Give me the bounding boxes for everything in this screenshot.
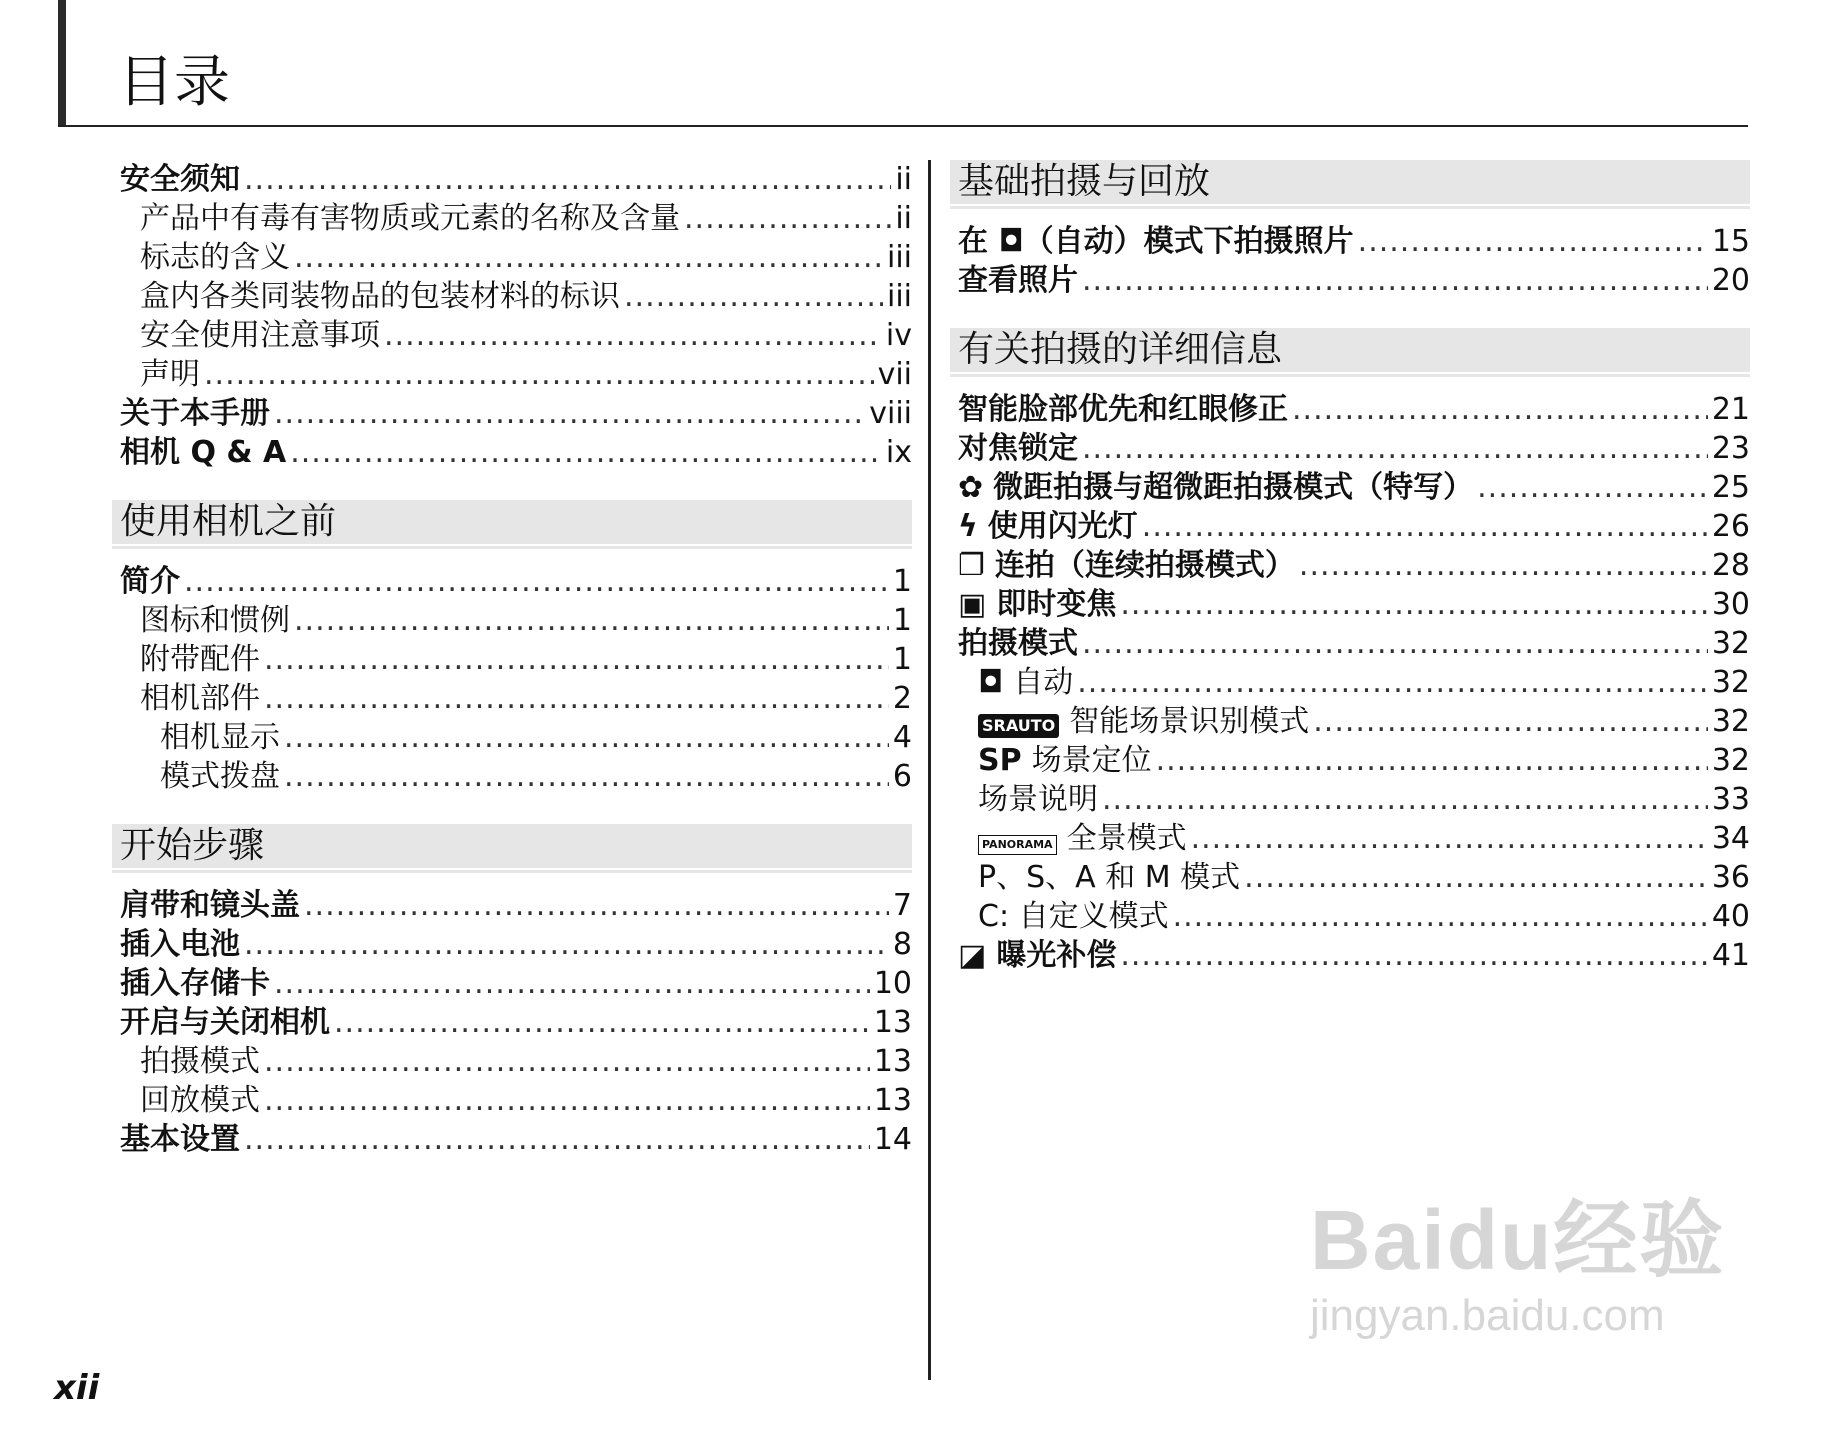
toc-entry-page: 34 bbox=[1711, 821, 1750, 856]
toc-entry-page: 13 bbox=[873, 1005, 912, 1040]
toc-entry-page: 36 bbox=[1711, 860, 1750, 895]
toc-entry-label: 声明 bbox=[140, 357, 200, 392]
toc-entry[interactable] bbox=[950, 390, 1750, 429]
toc-entry-page: 21 bbox=[1711, 392, 1750, 427]
toc-entry-page: 25 bbox=[1711, 470, 1750, 505]
toc-entry-page: 30 bbox=[1711, 587, 1750, 622]
toc-entry-page: 7 bbox=[892, 888, 912, 923]
toc-entry-label: 相机 Q & A bbox=[120, 435, 287, 470]
toc-entry[interactable] bbox=[112, 199, 912, 238]
toc-entry-label: 使用闪光灯 bbox=[987, 509, 1138, 544]
dot-leader bbox=[264, 1042, 870, 1081]
toc-entry-label: 图标和惯例 bbox=[140, 603, 290, 638]
dot-leader bbox=[294, 601, 889, 640]
mode-icon: ✿ bbox=[958, 470, 984, 505]
dot-leader bbox=[1292, 390, 1708, 429]
toc-entry[interactable] bbox=[112, 886, 912, 925]
toc-entry[interactable] bbox=[950, 741, 1750, 780]
toc-entry-label: 回放模式 bbox=[140, 1083, 260, 1118]
dot-leader bbox=[684, 199, 891, 238]
toc-entry-label: 模式拨盘 bbox=[160, 759, 280, 794]
toc-entry-label: 相机部件 bbox=[140, 681, 260, 716]
dot-leader bbox=[284, 718, 889, 757]
toc-entry[interactable] bbox=[950, 624, 1750, 663]
toc-right-column bbox=[950, 160, 1750, 975]
toc-entry[interactable] bbox=[112, 1120, 912, 1159]
dot-leader bbox=[1477, 468, 1708, 507]
toc-entry-page: ii bbox=[895, 201, 912, 236]
dot-leader bbox=[1102, 780, 1708, 819]
title-accent-bar bbox=[58, 0, 66, 127]
toc-entry-page: 10 bbox=[873, 966, 912, 1001]
toc-entry-label: 拍摄模式 bbox=[140, 1044, 260, 1079]
toc-entry-label: 场景说明 bbox=[978, 782, 1098, 817]
toc-entry-label: 场景定位 bbox=[1031, 743, 1152, 778]
dot-leader bbox=[1120, 936, 1707, 975]
toc-left-column bbox=[112, 160, 912, 1159]
dot-leader bbox=[184, 562, 889, 601]
section-heading-before-use: 使用相机之前 bbox=[112, 500, 912, 544]
toc-entry[interactable] bbox=[112, 718, 912, 757]
dot-leader bbox=[274, 394, 865, 433]
column-divider bbox=[928, 160, 931, 1380]
toc-entry-label: 查看照片 bbox=[958, 263, 1078, 298]
toc-entry-label: 连拍（连续拍摄模式） bbox=[994, 548, 1295, 583]
dot-leader bbox=[244, 160, 891, 199]
toc-entry-label: 在 ◘（自动）模式下拍摄照片 bbox=[958, 224, 1354, 259]
toc-entry-label: 插入存储卡 bbox=[120, 966, 270, 1001]
toc-entry[interactable] bbox=[950, 897, 1750, 936]
dot-leader bbox=[1082, 429, 1708, 468]
toc-entry[interactable] bbox=[950, 585, 1750, 624]
toc-entry-page: 20 bbox=[1711, 263, 1750, 298]
toc-entry-page: 1 bbox=[892, 564, 912, 599]
toc-entry-page: 23 bbox=[1711, 431, 1750, 466]
toc-entry[interactable] bbox=[112, 394, 912, 433]
section-heading-more-shooting: 有关拍摄的详细信息 bbox=[950, 328, 1750, 372]
watermark-url: jingyan.baidu.com bbox=[1310, 1291, 1665, 1340]
toc-entry-page: 6 bbox=[892, 759, 912, 794]
toc-entry-label: 安全使用注意事项 bbox=[140, 318, 380, 353]
dot-leader bbox=[274, 964, 870, 1003]
toc-entry[interactable] bbox=[950, 546, 1750, 585]
dot-leader bbox=[1082, 261, 1708, 300]
toc-entry-label: 简介 bbox=[120, 564, 180, 599]
toc-entry[interactable] bbox=[112, 757, 912, 796]
dot-leader bbox=[1077, 663, 1708, 702]
toc-entry[interactable] bbox=[112, 277, 912, 316]
baidu-watermark bbox=[1310, 1190, 1750, 1390]
toc-section-first-steps bbox=[112, 886, 912, 1159]
toc-entry[interactable] bbox=[950, 261, 1750, 300]
toc-entry-label: 肩带和镜头盖 bbox=[120, 888, 300, 923]
toc-section-before-use bbox=[112, 562, 912, 796]
toc-entry-page: iii bbox=[886, 279, 912, 314]
dot-leader bbox=[284, 757, 889, 796]
toc-entry-label: 附带配件 bbox=[140, 642, 260, 677]
toc-entry[interactable] bbox=[950, 702, 1750, 741]
section-heading-first-steps: 开始步骤 bbox=[112, 824, 912, 868]
toc-entry-page: 13 bbox=[873, 1044, 912, 1079]
toc-entry[interactable] bbox=[112, 160, 912, 199]
toc-entry[interactable] bbox=[950, 936, 1750, 975]
toc-entry-page: 32 bbox=[1711, 743, 1750, 778]
toc-entry[interactable] bbox=[112, 1042, 912, 1081]
toc-entry-label: 插入电池 bbox=[120, 927, 240, 962]
toc-entry[interactable] bbox=[950, 429, 1750, 468]
mode-icon: ❐ bbox=[958, 548, 985, 583]
dot-leader bbox=[304, 886, 889, 925]
toc-entry-label: 拍摄模式 bbox=[958, 626, 1078, 661]
dot-leader bbox=[1173, 897, 1708, 936]
toc-entry-label: 曝光补偿 bbox=[996, 938, 1117, 973]
toc-entry-page: 1 bbox=[892, 642, 912, 677]
toc-entry-page: iii bbox=[886, 240, 912, 275]
toc-entry[interactable] bbox=[112, 355, 912, 394]
title-rule bbox=[58, 125, 1748, 127]
toc-entry[interactable] bbox=[112, 640, 912, 679]
toc-entry[interactable] bbox=[950, 468, 1750, 507]
toc-entry-page: 4 bbox=[892, 720, 912, 755]
toc-entry-label: 微距拍摄与超微距拍摄模式（特写） bbox=[993, 470, 1474, 505]
toc-entry-label: 盒内各类同装物品的包装材料的标识 bbox=[140, 279, 620, 314]
dot-leader bbox=[1156, 741, 1708, 780]
toc-entry[interactable] bbox=[112, 679, 912, 718]
toc-entry-page: 33 bbox=[1711, 782, 1750, 817]
toc-entry[interactable] bbox=[950, 780, 1750, 819]
toc-entry-page: ii bbox=[895, 162, 912, 197]
toc-entry[interactable] bbox=[950, 663, 1750, 702]
toc-entry-label: 开启与关闭相机 bbox=[120, 1005, 330, 1040]
page-number: xii bbox=[54, 1368, 100, 1408]
toc-entry-page: 2 bbox=[892, 681, 912, 716]
dot-leader bbox=[1244, 858, 1708, 897]
dot-leader bbox=[1191, 819, 1708, 858]
toc-entry-page: 26 bbox=[1711, 509, 1750, 544]
dot-leader bbox=[290, 433, 882, 472]
dot-leader bbox=[1313, 702, 1708, 741]
toc-entry-page: 28 bbox=[1711, 548, 1750, 583]
toc-entry-label: P、S、A 和 M 模式 bbox=[978, 860, 1241, 895]
toc-top-list bbox=[112, 160, 912, 472]
dot-leader bbox=[204, 355, 874, 394]
dot-leader bbox=[334, 1003, 870, 1042]
toc-entry-page: 32 bbox=[1711, 665, 1750, 700]
toc-entry-label: 标志的含义 bbox=[140, 240, 290, 275]
dot-leader bbox=[1299, 546, 1708, 585]
toc-entry[interactable] bbox=[112, 316, 912, 355]
toc-section-basic-shooting bbox=[950, 222, 1750, 300]
toc-entry[interactable] bbox=[112, 562, 912, 601]
dot-leader bbox=[1120, 585, 1707, 624]
toc-entry-label: 基本设置 bbox=[120, 1122, 240, 1157]
toc-entry-label: 全景模式 bbox=[1066, 821, 1187, 856]
toc-entry-page: iv bbox=[885, 318, 912, 353]
dot-leader bbox=[264, 679, 889, 718]
toc-entry[interactable] bbox=[950, 222, 1750, 261]
toc-entry-page: 32 bbox=[1711, 704, 1750, 739]
toc-entry-label: 对焦锁定 bbox=[958, 431, 1078, 466]
toc-entry[interactable] bbox=[112, 964, 912, 1003]
mode-icon: ◘ bbox=[978, 665, 1004, 700]
toc-entry[interactable] bbox=[950, 819, 1750, 858]
toc-entry-label: 智能场景识别模式 bbox=[1069, 704, 1310, 739]
toc-entry-page: 32 bbox=[1711, 626, 1750, 661]
toc-entry[interactable] bbox=[950, 507, 1750, 546]
panorama-icon: PANORAMA bbox=[978, 835, 1057, 855]
dot-leader bbox=[1358, 222, 1708, 261]
page-title: 目录 bbox=[118, 50, 230, 115]
toc-entry-page: 41 bbox=[1711, 938, 1750, 973]
toc-entry-page: 15 bbox=[1711, 224, 1750, 259]
dot-leader bbox=[384, 316, 882, 355]
toc-entry-page: 13 bbox=[873, 1083, 912, 1118]
watermark-logo-text: Baidu经验 bbox=[1310, 1193, 1726, 1287]
dot-leader bbox=[624, 277, 883, 316]
mode-icon: ϟ bbox=[958, 509, 978, 544]
toc-entry[interactable] bbox=[112, 601, 912, 640]
toc-entry-label: 产品中有毒有害物质或元素的名称及含量 bbox=[140, 201, 680, 236]
toc-entry-page: viii bbox=[869, 396, 912, 431]
toc-entry-label: 相机显示 bbox=[160, 720, 280, 755]
toc-entry-label: 智能脸部优先和红眼修正 bbox=[958, 392, 1288, 427]
toc-entry[interactable] bbox=[112, 238, 912, 277]
toc-entry-label: 关于本手册 bbox=[120, 396, 270, 431]
toc-entry-label: C: 自定义模式 bbox=[978, 899, 1169, 934]
toc-entry[interactable] bbox=[950, 858, 1750, 897]
mode-icon: ▣ bbox=[958, 587, 987, 622]
toc-entry[interactable] bbox=[112, 1003, 912, 1042]
toc-entry-page: 40 bbox=[1711, 899, 1750, 934]
toc-entry[interactable] bbox=[112, 1081, 912, 1120]
toc-entry-label: 即时变焦 bbox=[996, 587, 1117, 622]
toc-entry[interactable] bbox=[112, 433, 912, 472]
dot-leader bbox=[294, 238, 883, 277]
dot-leader bbox=[1082, 624, 1708, 663]
toc-entry-page: 1 bbox=[892, 603, 912, 638]
scene-position-icon: SP bbox=[978, 743, 1022, 778]
section-heading-basic-shooting: 基础拍摄与回放 bbox=[950, 160, 1750, 204]
dot-leader bbox=[1142, 507, 1708, 546]
sr-auto-icon: SRAUTO bbox=[978, 714, 1059, 738]
dot-leader bbox=[264, 640, 889, 679]
toc-section-more-shooting bbox=[950, 390, 1750, 975]
dot-leader bbox=[244, 925, 889, 964]
toc-entry-page: vii bbox=[877, 357, 912, 392]
toc-entry-page: 8 bbox=[892, 927, 912, 962]
dot-leader bbox=[244, 1120, 870, 1159]
toc-entry-page: 14 bbox=[873, 1122, 912, 1157]
dot-leader bbox=[264, 1081, 870, 1120]
toc-entry-label: 安全须知 bbox=[120, 162, 240, 197]
mode-icon: ◪ bbox=[958, 938, 987, 973]
toc-entry-page: ix bbox=[885, 435, 912, 470]
toc-entry-label: 自动 bbox=[1013, 665, 1074, 700]
toc-entry[interactable] bbox=[112, 925, 912, 964]
